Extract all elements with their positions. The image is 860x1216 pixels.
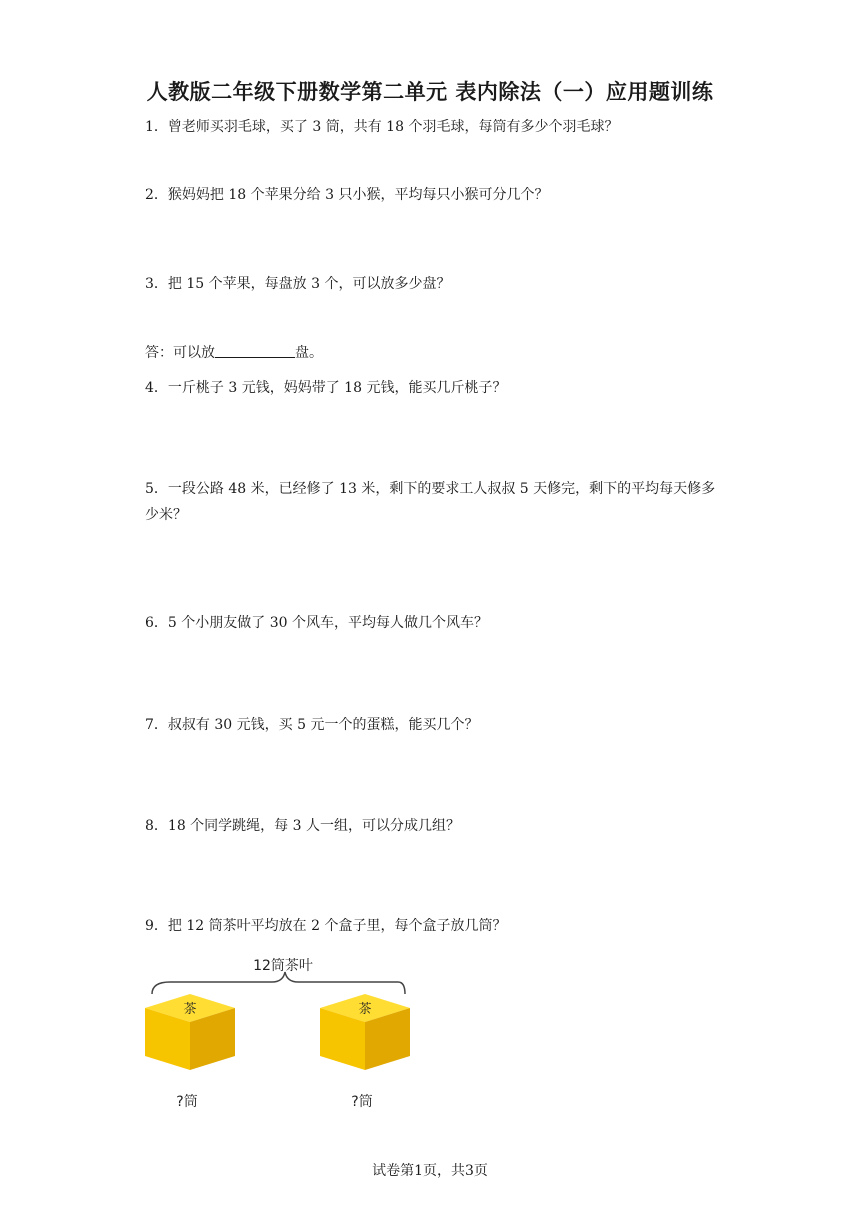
box-count-label: ?筒: [176, 1094, 198, 1110]
question-9: [145, 913, 725, 939]
question-4: [145, 375, 725, 401]
answer-line-3: [145, 340, 725, 366]
tea-boxes-figure: [140, 950, 430, 1120]
answer-suffix: 盘。: [295, 345, 323, 361]
question-text: 18 个同学跳绳，每 3 人一组，可以分成几组？: [167, 818, 460, 834]
question-text: 猴妈妈把 18 个苹果分给 3 只小猴，平均每只小猴可分几个？: [167, 187, 549, 203]
question-number: 3．: [145, 276, 168, 292]
tea-box-1: [145, 994, 235, 1110]
box-label: 茶: [183, 1002, 197, 1017]
question-text: 5 个小朋友做了 30 个风车，平均每人做几个风车？: [167, 615, 488, 631]
question-text: 曾老师买羽毛球，买了 3 筒，共有 18 个羽毛球，每筒有多少个羽毛球？: [167, 119, 619, 135]
question-text: 一斤桃子 3 元钱，妈妈带了 18 元钱，能买几斤桃子？: [167, 380, 507, 396]
total-label: 12筒茶叶: [253, 958, 313, 974]
box-count-label: ?筒: [351, 1094, 373, 1110]
question-number: 8．: [145, 818, 168, 834]
question-2: [145, 182, 725, 208]
question-number: 9．: [145, 918, 168, 934]
question-text: 一段公路 48 米，已经修了 13 米，剩下的要求工人叔叔 5 天修完，剩下的平均每天修多少米？: [145, 481, 716, 523]
question-3: [145, 271, 725, 297]
question-1: [145, 114, 725, 140]
question-6: [145, 610, 725, 636]
question-text: 叔叔有 30 元钱，买 5 元一个的蛋糕，能买几个？: [167, 717, 479, 733]
answer-prefix: 答：可以放: [145, 345, 215, 361]
question-5: [145, 476, 717, 528]
tea-box-2: [320, 994, 410, 1110]
question-number: 7．: [145, 717, 168, 733]
question-number: 1．: [145, 119, 168, 135]
box-label: 茶: [358, 1002, 372, 1017]
page-footer: 试卷第1页，共3页: [372, 1163, 488, 1179]
page-title: 人教版二年级下册数学第二单元 表内除法（一）应用题训练: [146, 80, 714, 104]
question-number: 6．: [145, 615, 168, 631]
question-number: 2．: [145, 187, 168, 203]
question-7: [145, 712, 725, 738]
question-number: 5．: [145, 481, 168, 497]
question-text: 把 12 筒茶叶平均放在 2 个盒子里，每个盒子放几筒？: [167, 918, 507, 934]
question-number: 4．: [145, 380, 168, 396]
brace: [152, 972, 405, 994]
question-8: [145, 813, 725, 839]
question-text: 把 15 个苹果，每盘放 3 个，可以放多少盘？: [167, 276, 451, 292]
answer-blank[interactable]: [215, 343, 295, 358]
